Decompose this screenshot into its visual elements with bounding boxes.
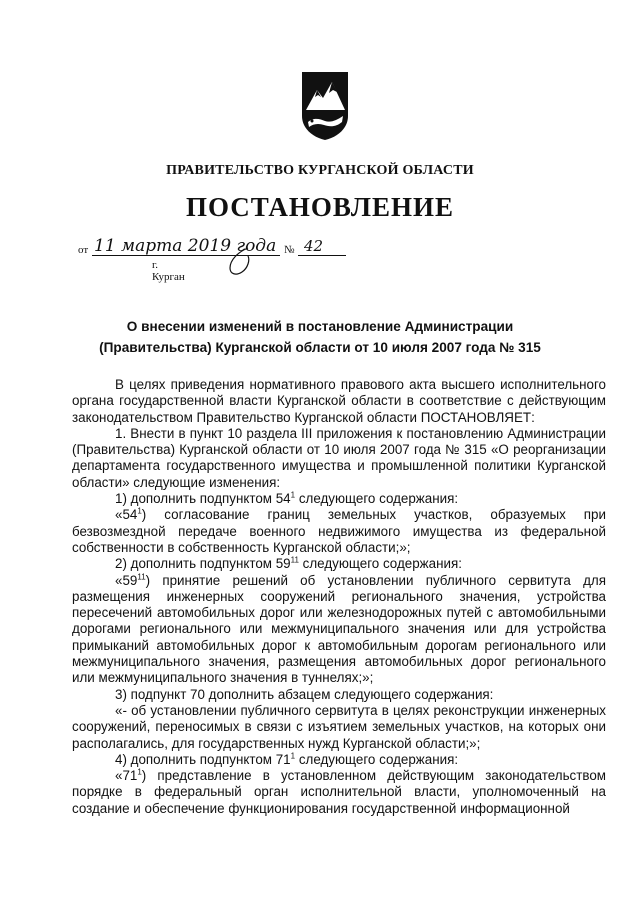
paragraph-preamble: В целях приведения нормативного правового акта высшего исполнительного органа государственной власти Курганской области в соответствие с действующим законодательством Правительство Курганской области ПОСТАНОВЛЯЕТ: xyxy=(72,377,606,425)
government-name: ПРАВИТЕЛЬСТВО КУРГАНСКОЙ ОБЛАСТИ xyxy=(166,163,474,178)
paragraph-subitem-4: 4) дополнить подпунктом $71^1$ следующего содержания: xyxy=(115,751,459,767)
document-number: 42 xyxy=(304,237,324,255)
number-underline xyxy=(298,255,346,256)
number-label: № xyxy=(284,244,295,256)
document-body xyxy=(72,377,606,817)
date-prefix: от xyxy=(78,244,89,256)
document-city: г. Курган xyxy=(152,259,185,283)
document-date: 11 марта 2019 года xyxy=(94,236,277,256)
title-line-2: (Правительства) Курганской области от 10 июля 2007 года № 315 xyxy=(99,340,541,355)
paragraph-subitem-2: 2) дополнить подпунктом $59^{11}$ следующего содержания: xyxy=(115,555,462,572)
document-title xyxy=(70,316,570,358)
signature-stroke-icon xyxy=(218,246,258,278)
paragraph-quote-70: «- об установлении публичного сервитута в целях реконструкции инженерных сооружений, переносимых в связи с изъятием земельных участков, на которых они располагались, для государственных нужд Курганской области;»; xyxy=(72,702,606,751)
coat-of-arms-icon xyxy=(300,70,350,142)
paragraph-subitem-1: 1) дополнить подпунктом $54^1$ следующего содержания: xyxy=(115,490,459,507)
paragraph-quote-54-1: «$54^1$) согласование границ земельных участков, образуемых при безвозмездной передаче военного недвижимого имущества из федеральной собственности в собственность Курганской области;»; xyxy=(72,506,606,555)
title-line-1: О внесении изменений в постановление Администрации xyxy=(126,319,514,334)
paragraph-subitem-3: 3) подпункт 70 дополнить абзацем следующего содержания: xyxy=(115,686,494,702)
paragraph-quote-59-11: «$59^{11}$) принятие решений об установлении публичного сервитута для размещения инженерных сооружений регионального значения, устройства пересечений автомобильных дорог или железнодорожных путей с автомобильными дорогами регионального или межмуниципального значения или для устройства примыканий автомобильных дорог к автомобильным дорогам регионального или межмуниципального значения, размещения автомобильных дорог регионального или межмуниципального значения в туннелях;»; xyxy=(72,572,606,686)
paragraph-quote-71-1: «$71^1$) представление в установленном действующим законодательством порядке в федеральный орган исполнительной власти, уполномоченный на создание и обеспечение функционирования государственной информационной xyxy=(72,767,606,816)
document-type: ПОСТАНОВЛЕНИЕ xyxy=(185,192,455,222)
paragraph-item-1: 1. Внести в пункт 10 раздела III приложения к постановлению Администрации (Правительства) Курганской области от 10 июля 2007 года № 315 «О реорганизации департамента государственного имущества и промышленной политики Курганской области» следующие изменения: xyxy=(72,425,606,490)
